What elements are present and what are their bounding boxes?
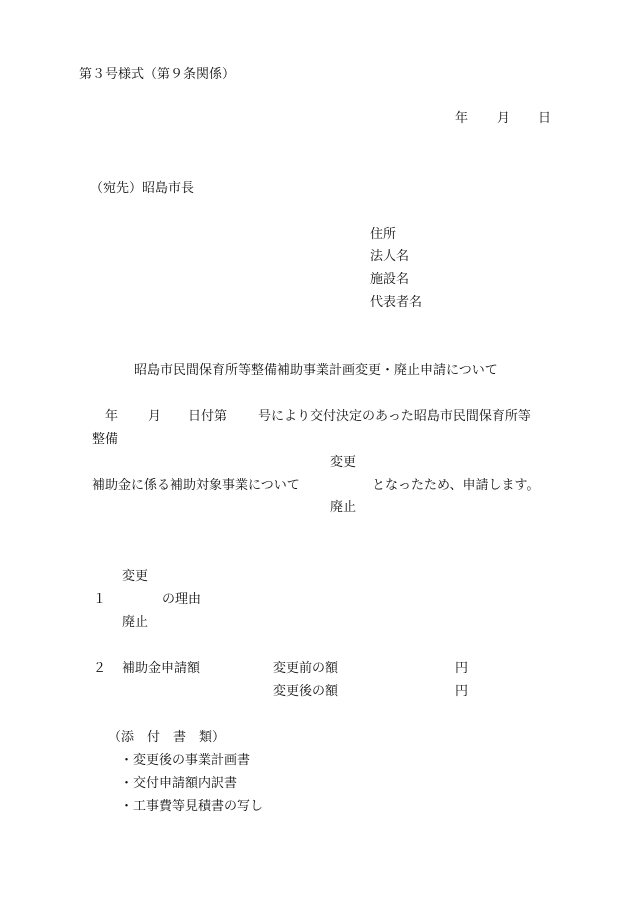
body-day-number: 日付第 (188, 409, 228, 424)
applicant-corp-name: 法人名 (370, 249, 410, 264)
body-choice-abolish: 廃止 (330, 500, 357, 515)
item1-choice-change: 変更 (122, 569, 149, 584)
body-choice-change: 変更 (330, 455, 357, 470)
document-title: 昭島市民間保育所等整備補助事業計画変更・廃止申請について (134, 363, 498, 378)
body-line2: 整備 (92, 432, 119, 447)
applicant-representative: 代表者名 (370, 295, 423, 310)
item1-choice-abolish: 廃止 (122, 615, 149, 630)
item2-number: ２ (93, 661, 107, 676)
body-year: 年 (105, 409, 119, 424)
item1-number: １ (93, 592, 107, 607)
attachment-item: ・変更後の事業計画書 (120, 753, 251, 768)
item2-before-unit: 円 (455, 661, 469, 676)
date-month: 月 (497, 111, 511, 126)
item1-label: の理由 (162, 592, 202, 607)
date-year: 年 (455, 111, 469, 126)
item2-before-label: 変更前の額 (273, 661, 339, 676)
body-line1-rest: 号により交付決定のあった昭島市民間保育所等 (258, 409, 531, 424)
applicant-address: 住所 (370, 227, 397, 242)
addressee: （宛先）昭島市長 (90, 181, 195, 196)
form-number: 第３号様式（第９条関係） (79, 67, 236, 82)
body-line3-tail: となったため、申請します。 (372, 478, 540, 493)
body-line3-main: 補助金に係る補助対象事業について (92, 478, 300, 493)
attachments-heading: （添 付 書 類） (108, 730, 226, 745)
attachment-item: ・工事費等見積書の写し (120, 799, 264, 814)
applicant-facility-name: 施設名 (370, 272, 410, 287)
attachment-item: ・交付申請額内訳書 (120, 776, 238, 791)
item2-label: 補助金申請額 (122, 661, 201, 676)
date-day: 日 (538, 111, 552, 126)
item2-after-unit: 円 (455, 684, 469, 699)
item2-after-label: 変更後の額 (273, 684, 339, 699)
body-month: 月 (148, 409, 162, 424)
